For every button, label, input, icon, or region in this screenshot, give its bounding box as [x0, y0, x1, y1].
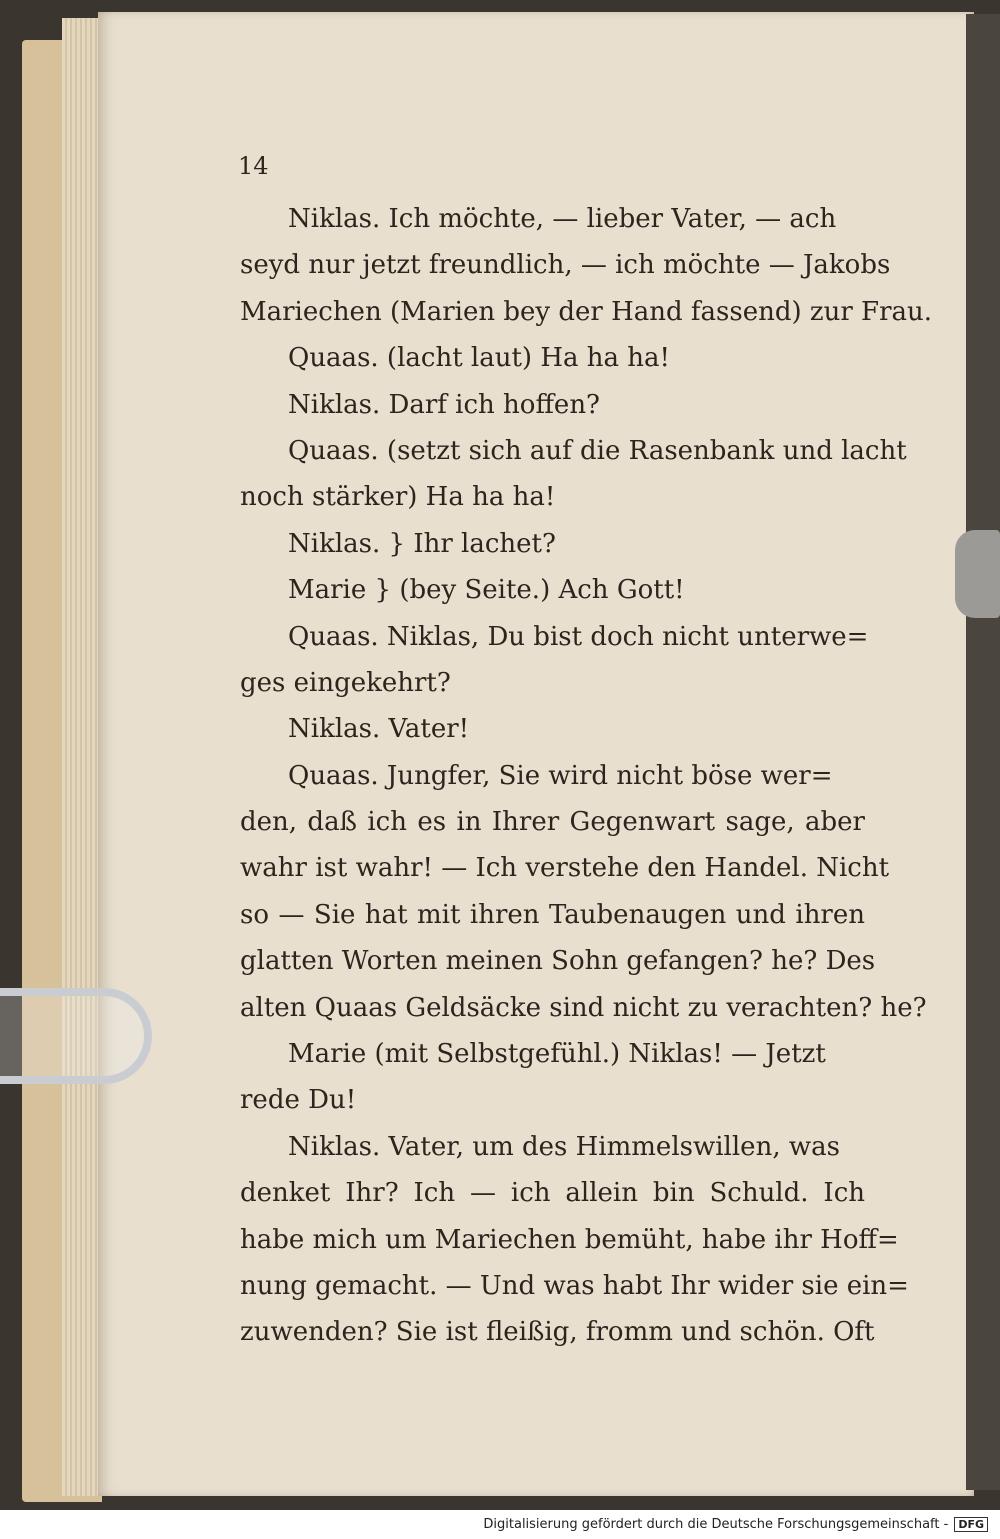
text-line: Mariechen (Marien bey der Hand fassend) zur Frau. [240, 296, 933, 327]
text-line: noch stärker) Ha ha ha! [240, 482, 556, 513]
text-line: nung gemacht. — Und was habt Ihr wider sie ein= [240, 1270, 909, 1301]
text-line: den, daß ich es in Ihrer Gegenwart sage, aber [240, 807, 865, 838]
text-line: wahr ist wahr! — Ich verstehe den Handel. Nicht [240, 853, 890, 884]
text-line: Niklas. Darf ich hoffen? [288, 389, 600, 420]
text-line: Niklas. } Ihr lachet? [288, 528, 556, 559]
page-tab [955, 530, 1000, 618]
text-line: glatten Worten meinen Sohn gefangen? he? Des [240, 946, 876, 977]
text-line: Quaas. (setzt sich auf die Rasenbank und lacht [288, 435, 907, 466]
text-line: Niklas. Ich möchte, — lieber Vater, — ach [288, 204, 837, 234]
text-line: Quaas. Jungfer, Sie wird nicht böse wer= [288, 760, 833, 791]
text-line: Marie (mit Selbstgefühl.) Niklas! — Jetzt [288, 1039, 826, 1070]
dfg-logo: DFG [954, 1517, 988, 1532]
text-line: Quaas. (lacht laut) Ha ha ha! [288, 343, 670, 374]
text-line: Quaas. Niklas, Du bist doch nicht unterwe= [288, 621, 869, 652]
text-line: denket Ihr? Ich — ich allein bin Schuld. Ich [240, 1178, 865, 1209]
page-edge [966, 14, 1000, 1490]
text-line: Marie } (bey Seite.) Ach Gott! [288, 575, 685, 606]
text-line: Niklas. Vater! [288, 714, 470, 745]
page-text [240, 150, 933, 1356]
text-line: zuwenden? Sie ist fleißig, fromm und schön. Oft [240, 1317, 875, 1348]
page-stack [62, 18, 102, 1496]
digitization-footer [0, 1510, 1000, 1539]
text-line: alten Quaas Geldsäcke sind nicht zu verachten? he? [240, 992, 927, 1023]
text-line: rede Du! [240, 1085, 357, 1116]
text-line: Niklas. Vater, um des Himmelswillen, was [288, 1131, 840, 1162]
page-number: 14 [238, 152, 269, 180]
text-line: so — Sie hat mit ihren Taubenaugen und ihren [240, 899, 865, 930]
text-line: seyd nur jetzt freundlich, — ich möchte — Jakobs [240, 250, 891, 281]
text-line: habe mich um Mariechen bemüht, habe ihr Hoff= [240, 1224, 899, 1255]
footer-credit: Digitalisierung gefördert durch die Deutsche Forschungsgemeinschaft - [483, 1517, 949, 1532]
paper-clip-icon [0, 988, 152, 1084]
text-line: ges eingekehrt? [240, 667, 451, 698]
